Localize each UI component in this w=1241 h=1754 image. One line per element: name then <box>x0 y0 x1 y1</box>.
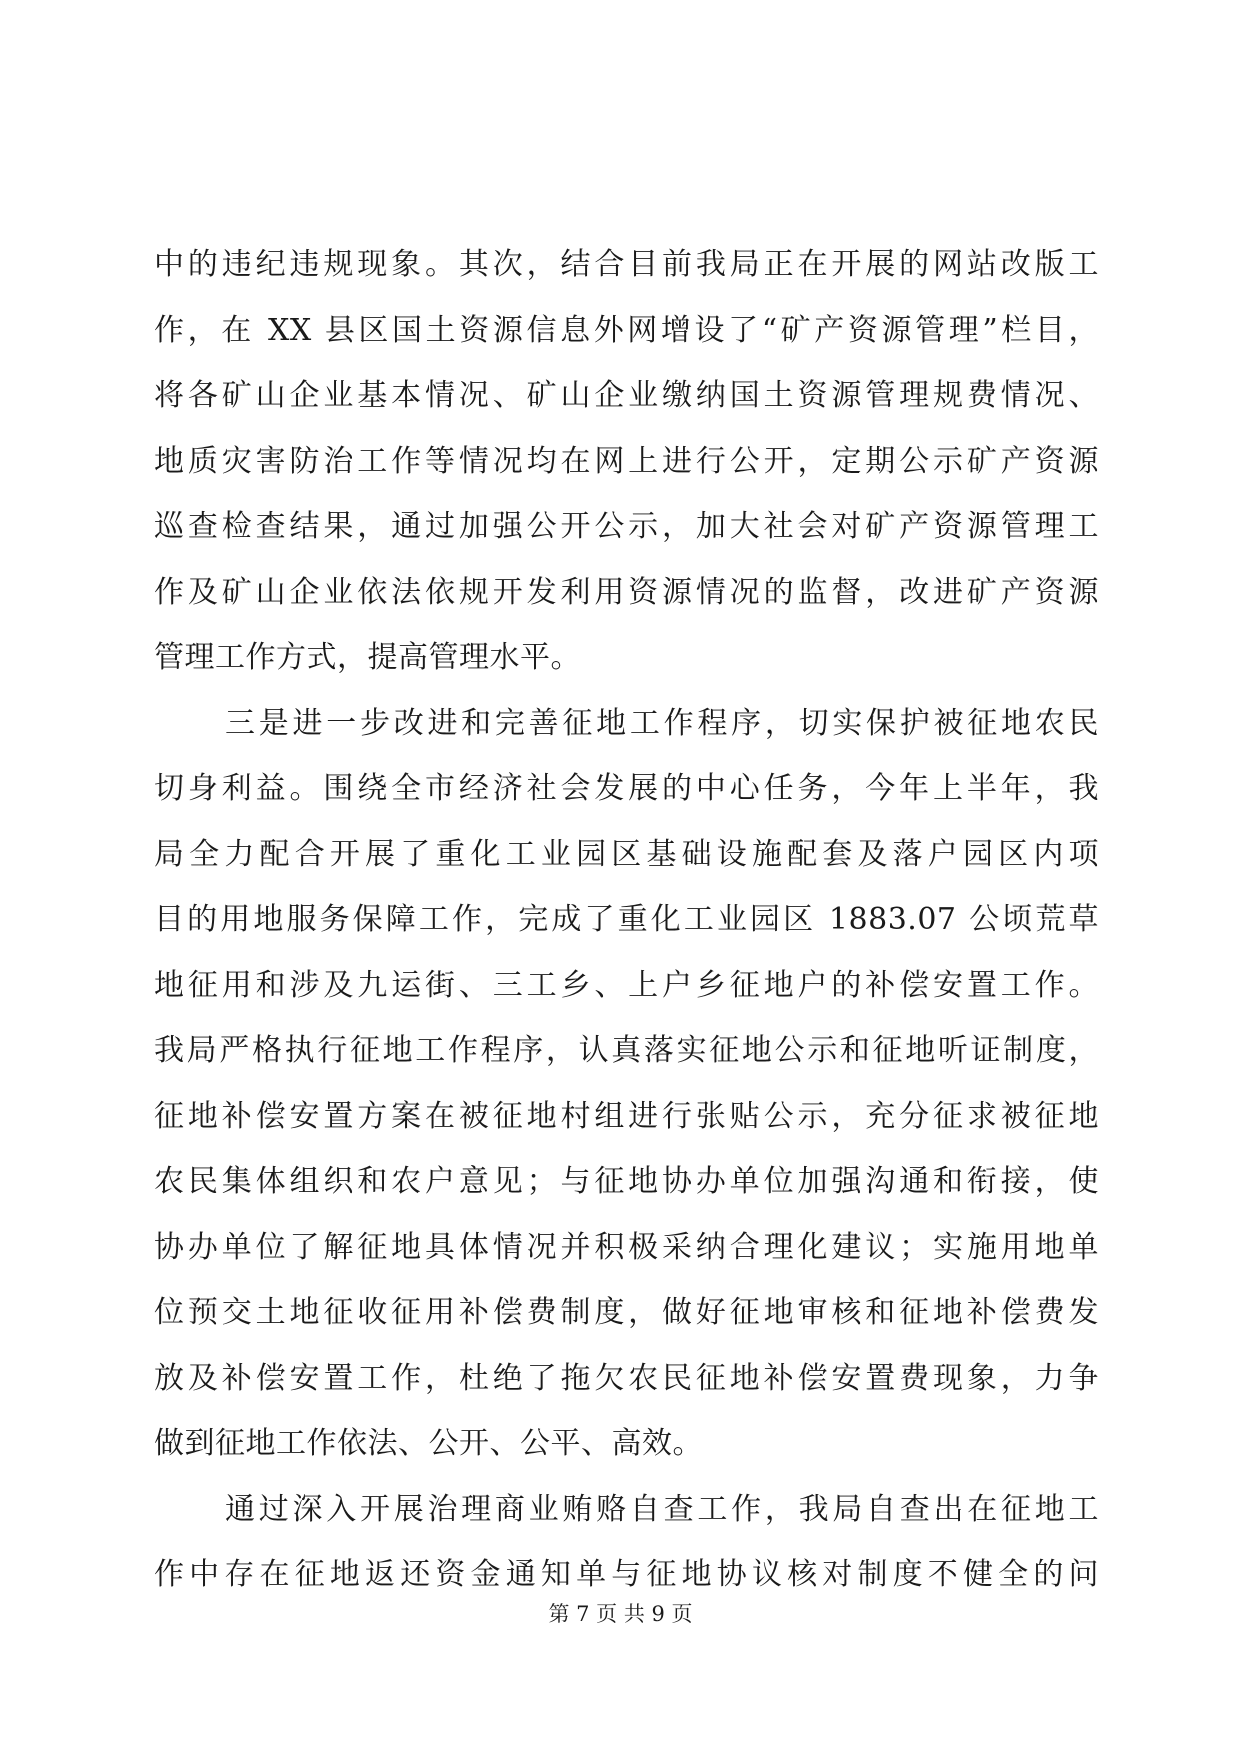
paragraph-start-line: 通过深入开展治理商业贿赂自查工作，我局自查出在征地工 <box>225 1491 1099 1527</box>
text-line: 切身利益。围绕全市经济社会发展的中心任务，今年上半年，我 <box>154 771 1099 806</box>
text-line: 目的用地服务保障工作，完成了重化工业园区 1883.07 公顷荒草 <box>154 902 1099 937</box>
text-line: 做到征地工作依法、公开、公平、高效。 <box>154 1426 703 1461</box>
text-line: 作，在 XX 县区国土资源信息外网增设了“矿产资源管理”栏目， <box>154 312 1099 348</box>
text-line: 作中存在征地返还资金通知单与征地协议核对制度不健全的问 <box>154 1557 1099 1592</box>
text-line: 地征用和涉及九运街、三工乡、上户乡征地户的补偿安置工作。 <box>154 967 1099 1003</box>
body-text <box>154 232 1099 1608</box>
text-line: 中的违纪违规现象。其次，结合目前我局正在开展的网站改版工 <box>154 247 1099 282</box>
text-line: 地质灾害防治工作等情况均在网上进行公开，定期公示矿产资源 <box>154 443 1099 479</box>
text-line: 协办单位了解征地具体情况并积极采纳合理化建议；实施用地单 <box>154 1229 1099 1265</box>
text-line: 位预交土地征收征用补偿费制度，做好征地审核和征地补偿费发 <box>154 1295 1099 1330</box>
paragraph-start-line: 三是进一步改进和完善征地工作程序，切实保护被征地农民 <box>225 705 1099 741</box>
text-line: 征地补偿安置方案在被征地村组进行张贴公示，充分征求被征地 <box>154 1098 1099 1134</box>
page-number-footer: 第 7 页 共 9 页 <box>548 1602 693 1626</box>
text-line: 管理工作方式，提高管理水平。 <box>154 640 581 675</box>
text-line: 农民集体组织和农户意见；与征地协办单位加强沟通和衔接，使 <box>154 1164 1099 1199</box>
text-line: 巡查检查结果，通过加强公开公示，加大社会对矿产资源管理工 <box>154 509 1099 544</box>
text-line: 作及矿山企业依法依规开发利用资源情况的监督，改进矿产资源 <box>154 574 1099 610</box>
text-line: 局全力配合开展了重化工业园区基础设施配套及落户园区内项 <box>154 836 1099 872</box>
text-line: 将各矿山企业基本情况、矿山企业缴纳国土资源管理规费情况、 <box>154 378 1099 413</box>
text-line: 我局严格执行征地工作程序，认真落实征地公示和征地听证制度， <box>154 1033 1099 1068</box>
text-line: 放及补偿安置工作，杜绝了拖欠农民征地补偿安置费现象，力争 <box>154 1360 1099 1396</box>
